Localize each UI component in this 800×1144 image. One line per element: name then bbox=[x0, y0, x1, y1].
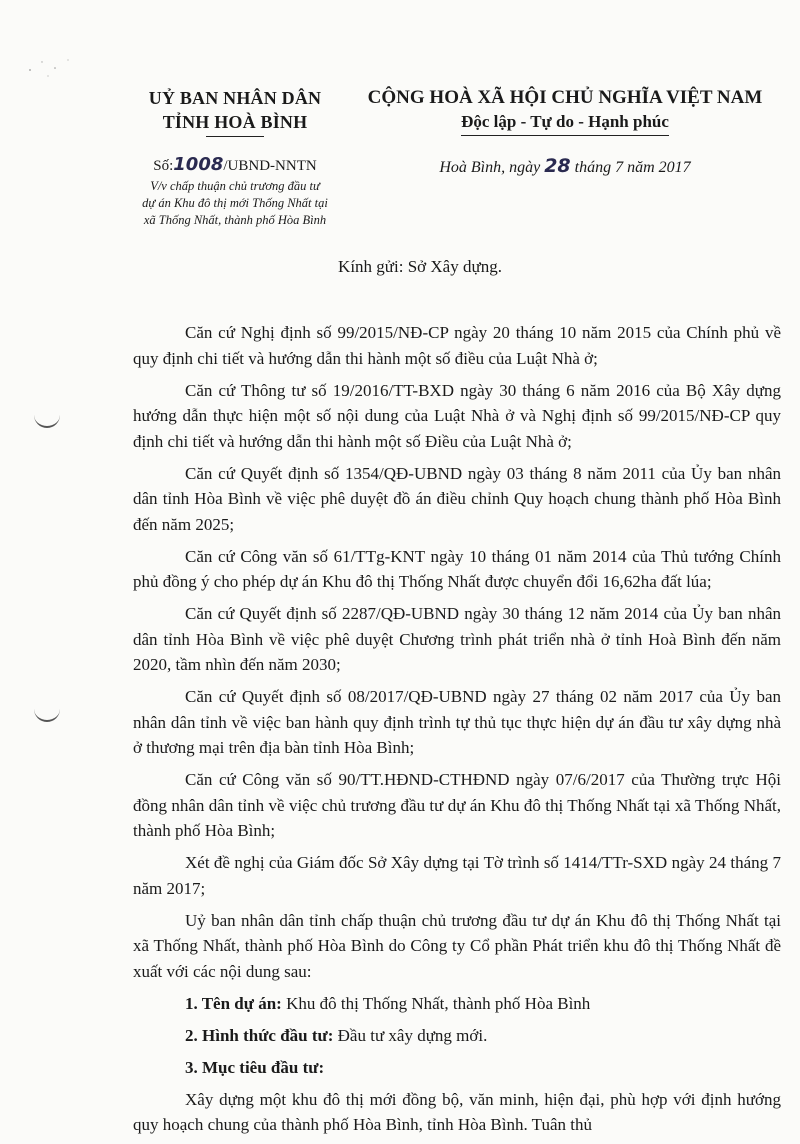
paragraph: Căn cứ Công văn số 61/TTg-KNT ngày 10 tháng 01 năm 2014 của Thủ tướng Chính phủ đồng ý cho phép dự án Khu đô thị Thống Nhất được chuyển đổi 16,62ha đất lúa; bbox=[133, 546, 781, 591]
paragraph: Căn cứ Quyết định số 1354/QĐ-UBND ngày 03 tháng 8 năm 2011 của Ủy ban nhân dân tỉnh Hòa Bình về việc phê duyệt đồ án điều chỉnh Quy hoạch chung thành phố Hòa Bình đến năm 2025; bbox=[133, 463, 781, 534]
document-number bbox=[100, 154, 370, 175]
authority-underline bbox=[206, 136, 264, 137]
date-day-handwritten: 28 bbox=[544, 155, 571, 177]
subject-line-3: xã Thống Nhất, thành phố Hòa Bình bbox=[143, 213, 327, 227]
salutation: Kính gửi: Sở Xây dựng. bbox=[338, 257, 502, 276]
national-motto: Độc lập - Tự do - Hạnh phúc bbox=[461, 110, 669, 136]
doc-number-prefix: Số: bbox=[153, 158, 174, 174]
paragraph: Căn cứ Quyết định số 2287/QĐ-UBND ngày 30 tháng 12 năm 2014 của Ủy ban nhân dân tỉnh Hòa Bình về việc phê duyệt Chương trình phát triển nhà ở tỉnh Hoà Bình đến năm 2020, tầm nhìn đến năm 2030; bbox=[133, 604, 781, 674]
paragraph: Uỷ ban nhân dân tỉnh chấp thuận chủ trương đầu tư dự án Khu đô thị Thống Nhất tại xã Thống Nhất, thành phố Hòa Bình do Công ty Cổ phần Phát triển khu đô thị Thống Nhất đề xuất với các nội dung sau: bbox=[133, 910, 781, 981]
document-body bbox=[133, 320, 781, 1144]
doc-number-suffix: /UBND-NNTN bbox=[223, 158, 317, 174]
authority-line-2: TỈNH HOÀ BÌNH bbox=[162, 112, 308, 132]
document-subject bbox=[100, 178, 370, 229]
item-objective bbox=[133, 1055, 781, 1081]
paragraph: Căn cứ Thông tư số 19/2016/TT-BXD ngày 30 tháng 6 năm 2016 của Bộ Xây dựng hướng dẫn thực hiện một số nội dung của Luật Nhà ở và Nghị định số 99/2015/NĐ-CP quy định chi tiết và hướng dẫn thi hành một số Điều của Luật Nhà ở; bbox=[133, 380, 781, 451]
national-heading bbox=[355, 86, 775, 136]
item-text: Đầu tư xây dựng mới. bbox=[333, 1025, 488, 1045]
authority-line-1: UỶ BAN NHÂN DÂN bbox=[148, 88, 322, 108]
item-label: 3. Mục tiêu đầu tư: bbox=[185, 1057, 325, 1077]
paragraph: Căn cứ Nghị định số 99/2015/NĐ-CP ngày 20 tháng 10 năm 2015 của Chính phủ về quy định chi tiết và hướng dẫn thi hành một số điều của Luật Nhà ở; bbox=[133, 323, 781, 368]
date-prefix: Hoà Bình, ngày bbox=[439, 159, 541, 176]
national-title: CỘNG HOÀ XÃ HỘI CHỦ NGHĨA VIỆT NAM bbox=[367, 87, 763, 108]
scan-specks bbox=[20, 40, 80, 80]
item-project-name bbox=[133, 991, 781, 1017]
paragraph: Căn cứ Quyết định số 08/2017/QĐ-UBND ngày 27 tháng 02 năm 2017 của Ủy ban nhân dân tỉnh về việc ban hành quy định trình tự thủ tục thực hiện dự án đầu tư xây dựng nhà ở thương mại trên địa bàn tỉnh Hòa Bình; bbox=[133, 687, 781, 757]
punch-hole-mark bbox=[34, 412, 60, 428]
paragraph: Xét đề nghị của Giám đốc Sở Xây dựng tại Tờ trình số 1414/TTr-SXD ngày 24 tháng 7 năm 2017; bbox=[133, 853, 781, 898]
item-investment-form bbox=[133, 1023, 781, 1049]
punch-hole-mark bbox=[34, 706, 60, 722]
item-text: Khu đô thị Thống Nhất, thành phố Hòa Bình bbox=[281, 993, 591, 1013]
subject-line-2: dự án Khu đô thị mới Thống Nhất tại bbox=[142, 196, 328, 210]
date-suffix: tháng 7 năm 2017 bbox=[574, 159, 691, 176]
item-label: 2. Hình thức đầu tư: bbox=[185, 1025, 334, 1045]
paragraph: Xây dựng một khu đô thị mới đồng bộ, văn minh, hiện đại, phù hợp với định hướng quy hoạch chung của thành phố Hòa Bình, tỉnh Hòa Bình. Tuân thủ bbox=[133, 1089, 781, 1134]
issuing-authority bbox=[100, 86, 370, 137]
item-label: 1. Tên dự án: bbox=[185, 993, 282, 1013]
paragraph: Căn cứ Công văn số 90/TT.HĐND-CTHĐND ngày 07/6/2017 của Thường trực Hội đồng nhân dân tỉnh về việc chủ trương đầu tư dự án Khu đô thị Thống Nhất tại xã Thống Nhất, thành phố Hòa Bình; bbox=[133, 770, 781, 840]
doc-number-handwritten: 1008 bbox=[173, 154, 224, 175]
place-date bbox=[400, 155, 730, 177]
subject-line-1: V/v chấp thuận chủ trương đầu tư bbox=[150, 179, 320, 193]
